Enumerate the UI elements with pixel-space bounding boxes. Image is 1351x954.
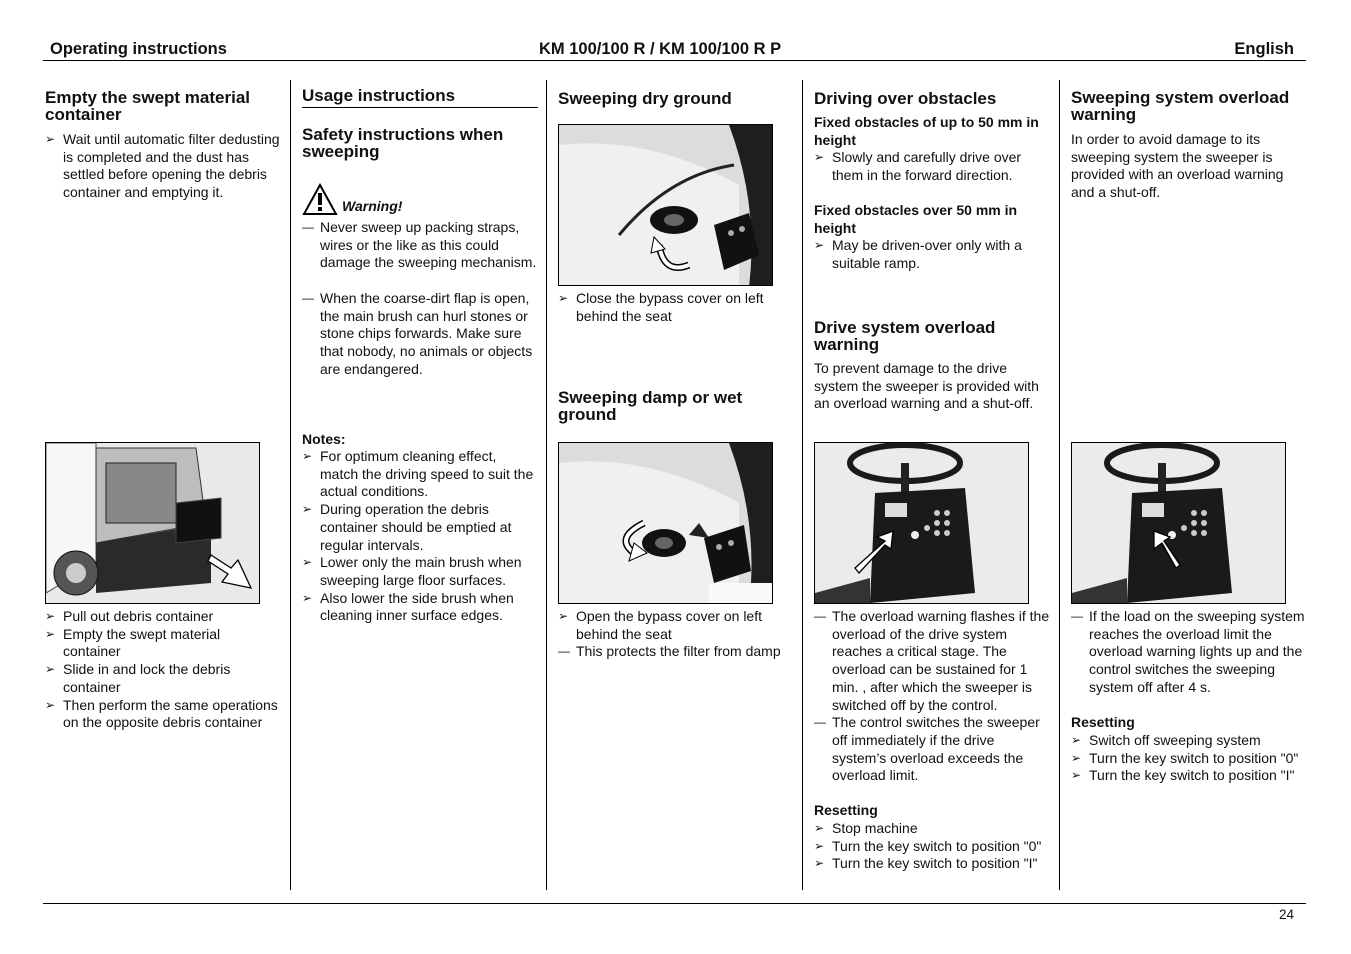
resetting-title: Resetting xyxy=(1071,714,1135,730)
arrowhead-bullet-icon: ➢ xyxy=(1071,733,1082,747)
list-item: ➢ Pull out debris container xyxy=(45,608,214,624)
page-number: 24 xyxy=(1278,907,1294,922)
warning-triangle-icon xyxy=(302,183,338,216)
bypass-cover-open-illustration xyxy=(559,443,773,604)
list-item: ➢ Open the bypass cover on left behind the seat xyxy=(558,608,762,642)
arrowhead-bullet-icon: ➢ xyxy=(302,502,313,517)
section-title: Sweeping damp or wet ground xyxy=(558,388,743,424)
subsection-title: Fixed obstacles of up to 50 mm in height xyxy=(814,114,1039,148)
sweeping-overload-notes-list xyxy=(1071,608,1307,697)
dash-bullet-icon: — xyxy=(1071,609,1083,623)
sweeping-overload-text: In order to avoid damage to its sweeping system the sweeper is provided with an overload warning and a shut-off. xyxy=(1071,131,1284,201)
overload-notes-list xyxy=(814,608,1050,785)
obstacle-steps-list xyxy=(814,149,1050,184)
drive-control-panel-illustration xyxy=(815,443,1029,604)
resetting-title: Resetting xyxy=(814,802,878,818)
list-item: ➢ Wait until automatic filter dedusting is completed and the dust has settled before opening the debris container and emptying it. xyxy=(45,131,280,201)
column-divider xyxy=(802,80,803,890)
header-divider xyxy=(43,60,1306,61)
arrowhead-bullet-icon: ➢ xyxy=(1071,768,1082,783)
header-right: English xyxy=(1234,40,1294,58)
subsection-title: Safety instructions when sweeping xyxy=(302,125,504,161)
list-item: — The control switches the sweeper off immediately if the drive system’s overload exceeds the overload limit. xyxy=(814,714,1040,784)
dash-bullet-icon: — xyxy=(302,220,314,234)
section-title: Usage instructions xyxy=(302,87,538,108)
debris-container-image xyxy=(45,442,260,604)
warning-label: Warning! xyxy=(342,198,403,215)
list-item: — When the coarse-dirt flap is open, the main brush can hurl stones or stone chips forwards. Make sure that nobody, no animals or objects are endangered. xyxy=(302,289,533,377)
list-item: ➢ Turn the key switch to position "I" xyxy=(1071,767,1295,784)
arrowhead-bullet-icon: ➢ xyxy=(558,291,569,305)
arrowhead-bullet-icon: ➢ xyxy=(814,856,825,871)
arrowhead-bullet-icon: ➢ xyxy=(45,662,56,677)
section-title: Drive system overload warning xyxy=(814,318,996,354)
bypass-cover-closed-image xyxy=(558,124,773,286)
arrowhead-bullet-icon: ➢ xyxy=(1071,750,1082,765)
arrowhead-bullet-icon: ➢ xyxy=(45,697,56,712)
column-divider xyxy=(290,80,291,890)
arrowhead-bullet-icon: ➢ xyxy=(558,609,569,623)
section-title: Driving over obstacles xyxy=(814,89,997,108)
overload-text: To prevent damage to the drive system the sweeper is provided with an overload warning and a shut-off. xyxy=(814,360,1039,412)
warning-list xyxy=(302,219,538,378)
header-center: KM 100/100 R / KM 100/100 R P xyxy=(539,40,782,58)
warning-heading xyxy=(302,183,538,216)
resetting-list xyxy=(1071,732,1307,785)
arrowhead-bullet-icon: ➢ xyxy=(45,626,56,641)
steps-list xyxy=(45,608,281,732)
subsection-title: Fixed obstacles over 50 mm in height xyxy=(814,202,1018,236)
arrowhead-bullet-icon: ➢ xyxy=(45,609,56,623)
list-item: ➢ Turn the key switch to position "I" xyxy=(814,855,1038,872)
resetting-list xyxy=(814,820,1050,873)
bypass-cover-open-image xyxy=(558,442,773,604)
footer-divider xyxy=(43,903,1306,904)
arrowhead-bullet-icon: ➢ xyxy=(302,449,313,463)
bypass-cover-closed-illustration xyxy=(559,125,773,286)
debris-container-illustration xyxy=(46,443,260,604)
dry-steps-list xyxy=(558,290,794,325)
list-item: ➢ For optimum cleaning effect, match the driving speed to suit the actual conditions. xyxy=(302,448,534,500)
list-item: ➢ Slide in and lock the debris container xyxy=(45,661,231,695)
dash-bullet-icon: — xyxy=(302,290,314,305)
notes-list xyxy=(302,448,538,625)
list-item: ➢ Stop machine xyxy=(814,820,918,836)
column-divider xyxy=(1059,80,1060,890)
list-item: ➢ Turn the key switch to position "0" xyxy=(1071,749,1299,766)
arrowhead-bullet-icon: ➢ xyxy=(45,132,56,146)
list-item: ➢ Slowly and carefully drive over them in the forward direction. xyxy=(814,149,1022,183)
wet-steps-list xyxy=(558,608,794,661)
obstacle-steps-list xyxy=(814,237,1050,272)
sweeping-control-panel-illustration xyxy=(1072,443,1286,604)
list-item: — Never sweep up packing straps, wires or the like as this could damage the sweeping mechanism. xyxy=(302,219,537,271)
dash-bullet-icon: — xyxy=(814,609,826,623)
list-item: ➢ Lower only the main brush when sweeping large floor surfaces. xyxy=(302,554,522,588)
header-left: Operating instructions xyxy=(50,40,227,58)
list-item: — If the load on the sweeping system reaches the overload limit the overload warning lights up and the control switches the sweeping system off after 4 s. xyxy=(1071,608,1305,695)
list-item: ➢ May be driven-over only with a suitable ramp. xyxy=(814,237,1022,271)
dash-bullet-icon: — xyxy=(558,644,570,659)
list-item: — This protects the filter from damp xyxy=(558,643,781,660)
section-title: Sweeping system overload warning xyxy=(1071,88,1290,124)
list-item: ➢ During operation the debris container should be emptied at regular intervals. xyxy=(302,501,512,553)
dash-bullet-icon: — xyxy=(814,715,826,730)
arrowhead-bullet-icon: ➢ xyxy=(814,150,825,164)
arrowhead-bullet-icon: ➢ xyxy=(814,238,825,252)
section-title: Empty the swept material container xyxy=(45,88,251,124)
list-item: ➢ Switch off sweeping system xyxy=(1071,732,1261,748)
sweeping-control-panel-image xyxy=(1071,442,1286,604)
list-item: ➢ Then perform the same operations on the opposite debris container xyxy=(45,696,278,731)
drive-control-panel-image xyxy=(814,442,1029,604)
column-divider xyxy=(546,80,547,890)
list-item: — The overload warning flashes if the overload of the drive system reaches a critical stage. The overload can be sustained for 1 min. , after which the sweeper is switched off by the control. xyxy=(814,608,1050,713)
list-item: ➢ Also lower the side brush when cleaning inner surface edges. xyxy=(302,589,514,624)
list-item: ➢ Turn the key switch to position "0" xyxy=(814,837,1042,854)
arrowhead-bullet-icon: ➢ xyxy=(814,838,825,853)
list-item: ➢ Close the bypass cover on left behind the seat xyxy=(558,290,764,324)
arrowhead-bullet-icon: ➢ xyxy=(814,821,825,835)
list-item: ➢ Empty the swept material container xyxy=(45,625,221,660)
arrowhead-bullet-icon: ➢ xyxy=(302,590,313,605)
intro-list xyxy=(45,131,281,202)
arrowhead-bullet-icon: ➢ xyxy=(302,555,313,570)
notes-title: Notes: xyxy=(302,431,346,447)
section-title: Sweeping dry ground xyxy=(558,89,732,108)
